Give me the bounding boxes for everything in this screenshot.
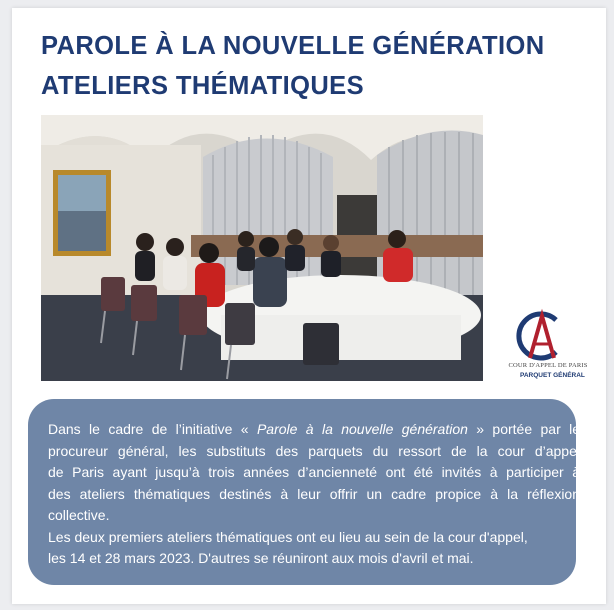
- article-body: [28, 399, 580, 585]
- cour-appel-emblem-icon: [512, 308, 568, 364]
- page-title: [41, 26, 545, 106]
- cour-appel-logo: [496, 308, 600, 388]
- body-line: de Paris ayant jusqu’à trois années d’ancienneté ont été invités à participer à: [48, 464, 580, 480]
- article-card: [12, 8, 606, 604]
- meeting-room-photo: [41, 115, 483, 381]
- body-line: les 14 et 28 mars 2023. D'autres se réuniront aux mois d'avril et mai.: [48, 550, 474, 566]
- body-line: Les deux premiers ateliers thématiques ont eu lieu au sein de la cour d'appel,: [48, 528, 528, 545]
- body-line: des ateliers thématiques destinés à leur offrir un cadre propice à la réflexion: [48, 485, 580, 502]
- body-line: procureur général, les substituts des parquets du ressort de la cour d’appel: [48, 442, 580, 459]
- title-line-1: PAROLE À LA NOUVELLE GÉNÉRATION: [41, 32, 545, 60]
- initiative-name: Parole à la nouvelle génération: [256, 421, 468, 437]
- body-line: collective.: [48, 507, 110, 523]
- logo-subcaption: PARQUET GÉNÉRAL: [520, 372, 585, 379]
- logo-caption: COUR D'APPEL DE PARIS: [508, 362, 588, 369]
- title-line-2: ATELIERS THÉMATIQUES: [41, 72, 364, 100]
- body-paragraph-1: [48, 419, 580, 527]
- body-line: Dans le cadre de l’initiative « Parole à la nouvelle génération » portée par le: [48, 421, 580, 437]
- body-paragraph-2: [48, 527, 580, 570]
